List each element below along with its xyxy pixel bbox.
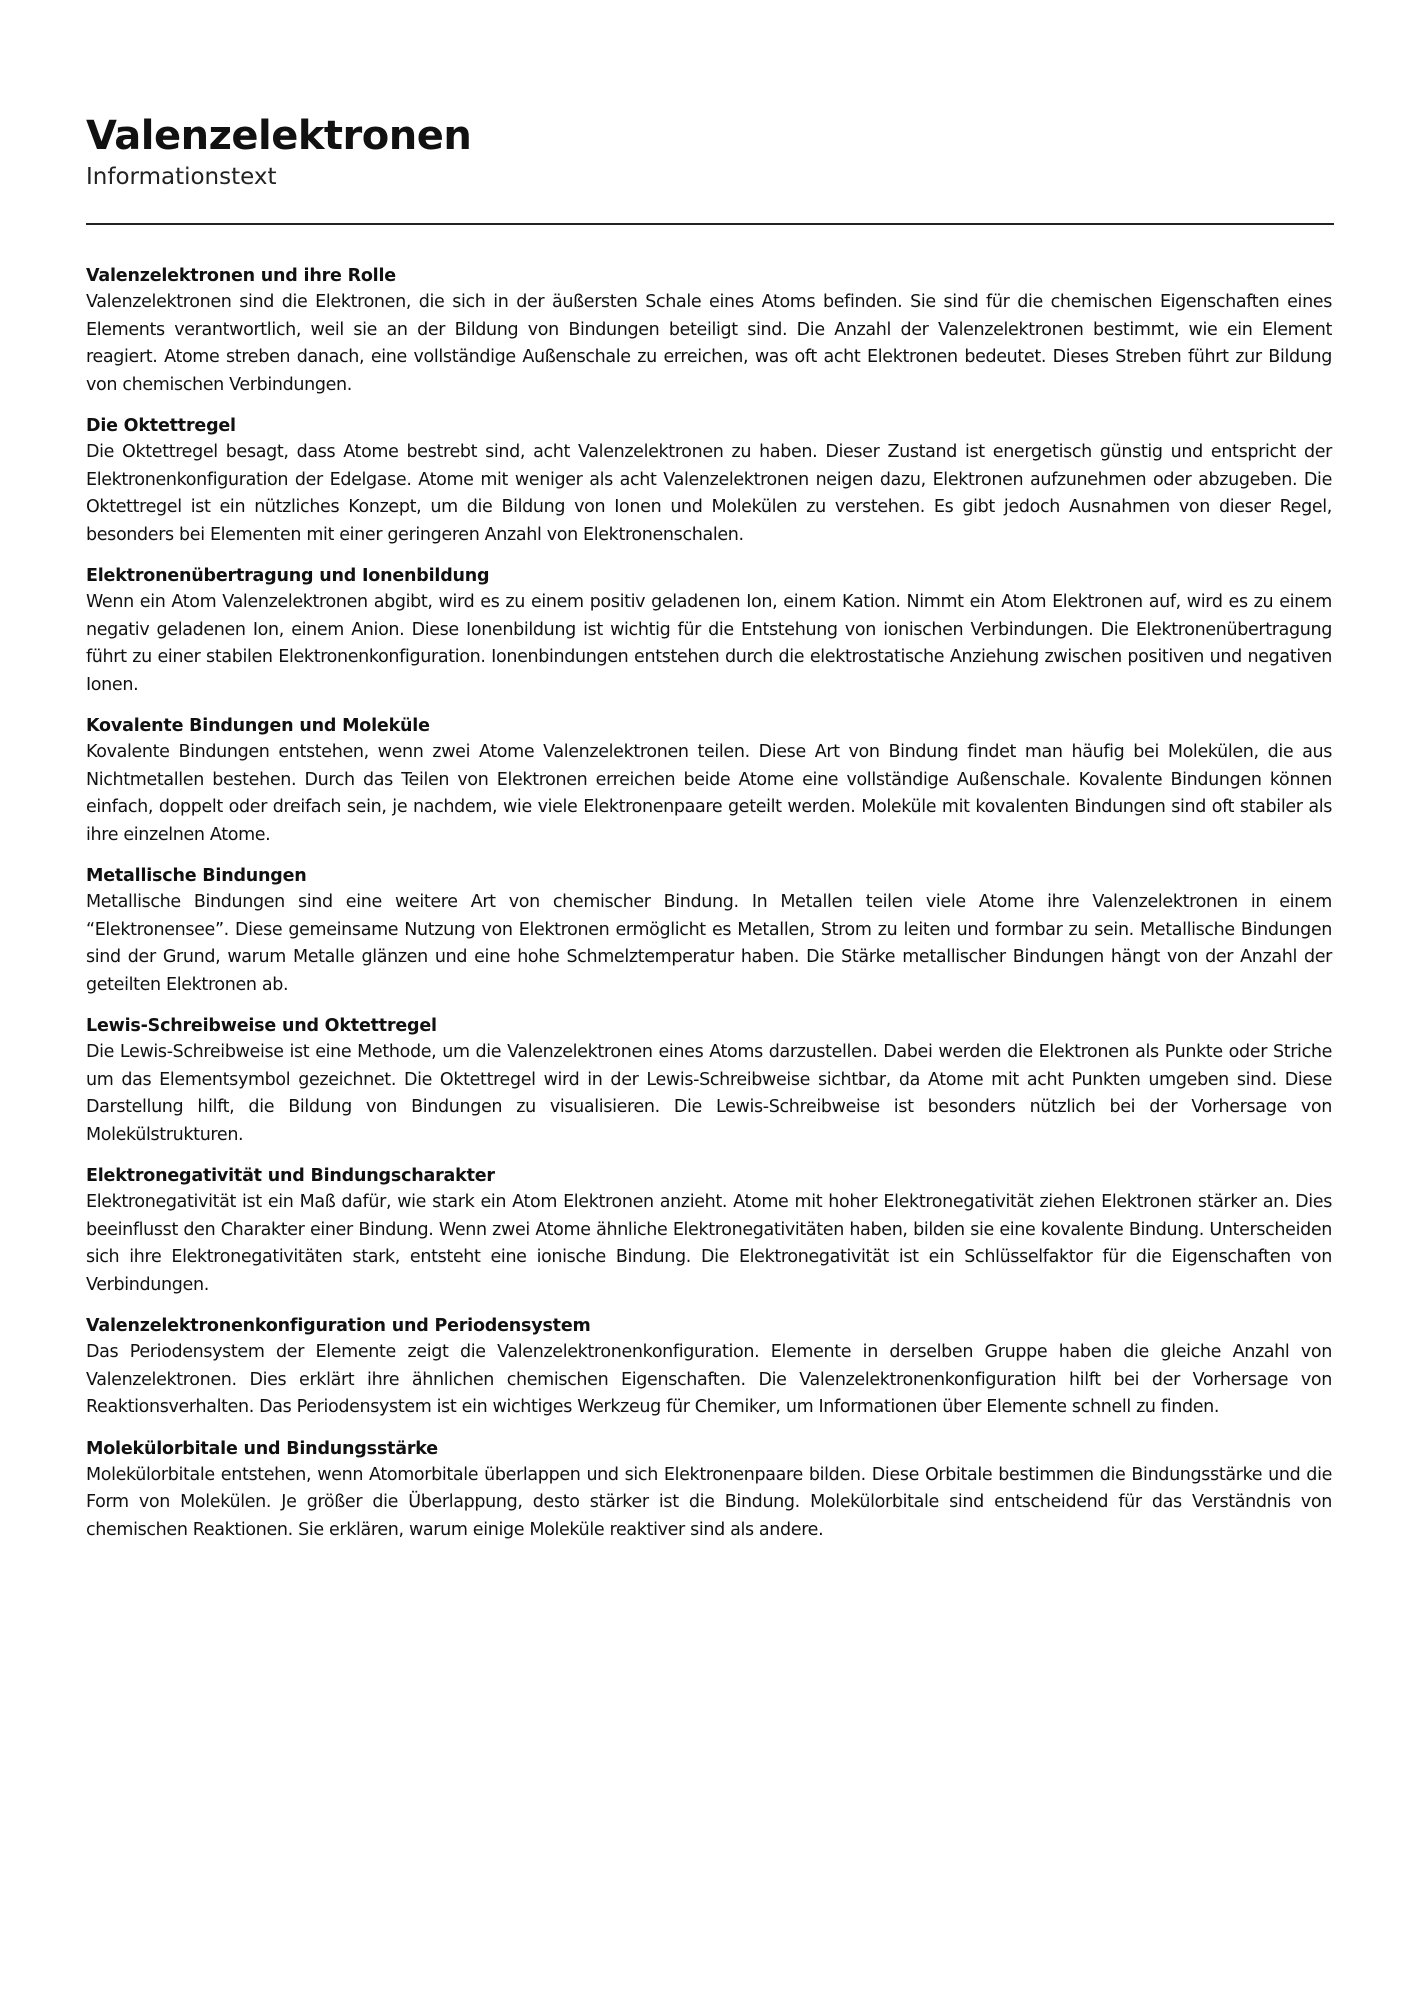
section-elektronegativitaet [86,1163,1332,1299]
section-heading: Valenzelektronenkonfiguration und Periodensystem [86,1316,591,1336]
section-oktettregel [86,413,1332,549]
title-divider [86,223,1334,225]
section-ionenbildung [86,563,1332,699]
section-body: Wenn ein Atom Valenzelektronen abgibt, wird es zu einem positiv geladenen Ion, einem Kation. Nimmt ein Atom Elektronen auf, wird es zu einem negativ geladenen Ion, einem Anion. Diese Ionenbildung ist wichtig für die Entstehung von ionischen Verbindungen. Die Elektronenübertragung führt zu einer stabilen Elektronenkonfiguration. Ionenbindungen entstehen durch die elektrostatische Anziehung zwischen positiven und negativen Ionen. [86,592,1332,695]
section-periodensystem [86,1313,1332,1422]
section-kovalente-bindungen [86,713,1332,849]
section-heading: Elektronegativität und Bindungscharakter [86,1166,495,1186]
document-page [86,112,1332,1558]
section-body: Die Lewis-Schreibweise ist eine Methode, um die Valenzelektronen eines Atoms darzustellen. Dabei werden die Elektronen als Punkte oder Striche um das Elementsymbol gezeichnet. Die Oktettregel wird in der Lewis-Schreibweise sichtbar, da Atome mit acht Punkten umgeben sind. Diese Darstellung hilft, die Bildung von Bindungen zu visualisieren. Die Lewis-Schreibweise ist besonders nützlich bei der Vorhersage von Molekülstrukturen. [86,1042,1332,1145]
section-body: Elektronegativität ist ein Maß dafür, wie stark ein Atom Elektronen anzieht. Atome mit hoher Elektronegativität ziehen Elektronen stärker an. Dies beeinflusst den Charakter einer Bindung. Wenn zwei Atome ähnliche Elektronegativitäten haben, bilden sie eine kovalente Bindung. Unterscheiden sich ihre Elektronegativitäten stark, entsteht eine ionische Bindung. Die Elektronegativität ist ein Schlüsselfaktor für die Eigenschaften von Verbindungen. [86,1192,1332,1295]
section-valenzelektronen-rolle [86,263,1332,399]
section-body: Metallische Bindungen sind eine weitere Art von chemischer Bindung. In Metallen teilen viele Atome ihre Valenzelektronen in einem “Elektronensee”. Diese gemeinsame Nutzung von Elektronen ermöglicht es Metallen, Strom zu leiten und formbar zu sein. Metallische Bindungen sind der Grund, warum Metalle glänzen und eine hohe Schmelztemperatur haben. Die Stärke metallischer Bindungen hängt von der Anzahl der geteilten Elektronen ab. [86,892,1332,995]
section-body: Das Periodensystem der Elemente zeigt die Valenzelektronenkonfiguration. Elemente in derselben Gruppe haben die gleiche Anzahl von Valenzelektronen. Dies erklärt ihre ähnlichen chemischen Eigenschaften. Die Valenzelektronenkonfiguration hilft bei der Vorhersage von Reaktionsverhalten. Das Periodensystem ist ein wichtiges Werkzeug für Chemiker, um Informationen über Elemente schnell zu finden. [86,1342,1332,1417]
section-metallische-bindungen [86,863,1332,999]
section-body: Die Oktettregel besagt, dass Atome bestrebt sind, acht Valenzelektronen zu haben. Dieser Zustand ist energetisch günstig und entspricht der Elektronenkonfiguration der Edelgase. Atome mit weniger als acht Valenzelektronen neigen dazu, Elektronen aufzunehmen oder abzugeben. Die Oktettregel ist ein nützliches Konzept, um die Bildung von Ionen und Molekülen zu verstehen. Es gibt jedoch Ausnahmen von dieser Regel, besonders bei Elementen mit einer geringeren Anzahl von Elektronenschalen. [86,442,1332,545]
section-body: Valenzelektronen sind die Elektronen, die sich in der äußersten Schale eines Atoms befinden. Sie sind für die chemischen Eigenschaften eines Elements verantwortlich, weil sie an der Bildung von Bindungen beteiligt sind. Die Anzahl der Valenzelektronen bestimmt, wie ein Element reagiert. Atome streben danach, eine vollständige Außenschale zu erreichen, was oft acht Elektronen bedeutet. Dieses Streben führt zur Bildung von chemischen Verbindungen. [86,292,1332,395]
section-heading: Molekülorbitale und Bindungsstärke [86,1438,438,1459]
section-body: Molekülorbitale entstehen, wenn Atomorbitale überlappen und sich Elektronenpaare bilden. Diese Orbitale bestimmen die Bindungsstärke und die Form von Molekülen. Je größer die Überlappung, desto stärker ist die Bindung. Molekülorbitale sind entscheidend für das Verständnis von chemischen Reaktionen. Sie erklären, warum einige Moleküle reaktiver sind als andere. [86,1464,1332,1540]
section-heading: Lewis-Schreibweise und Oktettregel [86,1016,437,1036]
section-heading: Elektronenübertragung und Ionenbildung [86,566,490,586]
section-body: Kovalente Bindungen entstehen, wenn zwei Atome Valenzelektronen teilen. Diese Art von Bindung findet man häufig bei Molekülen, die aus Nichtmetallen bestehen. Durch das Teilen von Elektronen erreichen beide Atome eine vollständige Außenschale. Kovalente Bindungen können einfach, doppelt oder dreifach sein, je nachdem, wie viele Elektronenpaare geteilt werden. Moleküle mit kovalenten Bindungen sind oft stabiler als ihre einzelnen Atome. [86,742,1332,845]
section-heading: Metallische Bindungen [86,866,307,886]
section-heading: Kovalente Bindungen und Moleküle [86,716,430,736]
section-molekuelorbitale [86,1436,1332,1545]
page-subtitle: Informationstext [86,164,277,190]
section-heading: Die Oktettregel [86,416,236,436]
page-title: Valenzelektronen [86,113,472,159]
section-heading: Valenzelektronen und ihre Rolle [86,266,396,286]
section-lewis-schreibweise [86,1013,1332,1149]
